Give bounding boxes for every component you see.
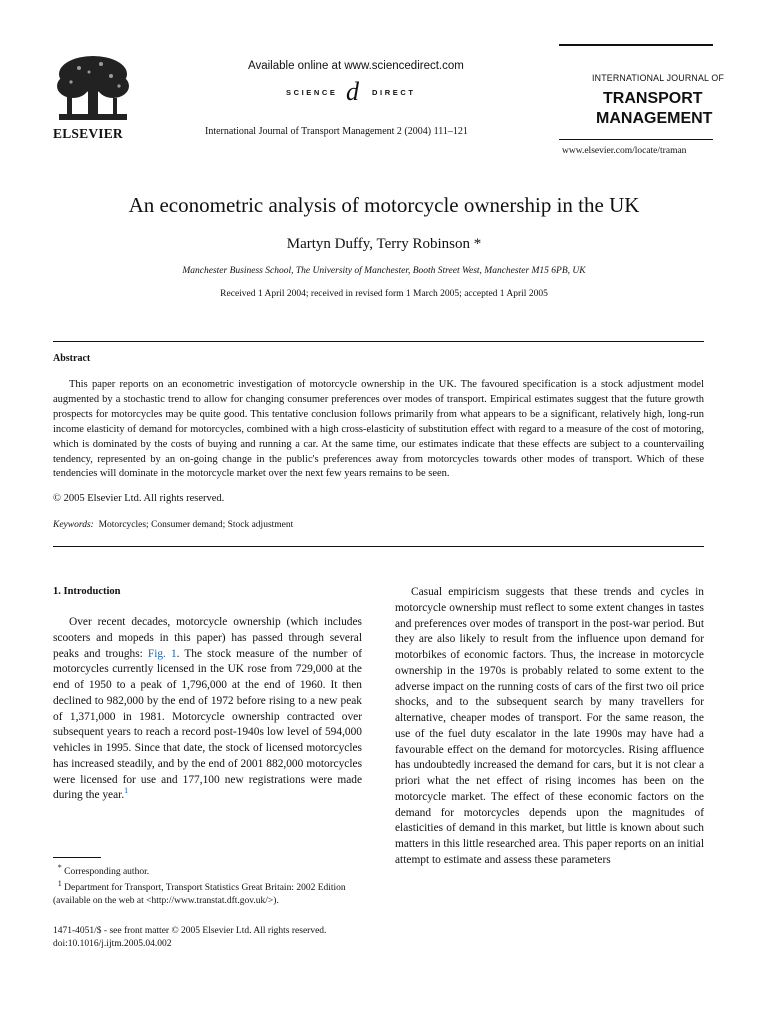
article-title: An econometric analysis of motorcycle ownership in the UK xyxy=(128,193,640,217)
keywords-label: Keywords: xyxy=(53,520,94,530)
journal-name-small: INTERNATIONAL JOURNAL OF xyxy=(592,73,725,83)
sd-left-text: SCIENCE xyxy=(286,88,338,97)
keywords xyxy=(53,520,293,530)
author-affiliation: Manchester Business School, The University of Manchester, Booth Street West, Manchester M15 6PB, UK xyxy=(182,266,586,276)
journal-name-line1: TRANSPORT xyxy=(603,90,703,107)
keywords-list: Motorcycles; Consumer demand; Stock adjustment xyxy=(98,520,294,530)
sd-at-icon: d xyxy=(346,77,359,106)
figure-1-link[interactable]: Fig. 1 xyxy=(147,647,177,660)
journal-top-rule xyxy=(559,44,713,46)
intro-text-b: . The stock measure of the number of motorcycles currently licensed in the UK rose from 729,000 at the end of 1950 to a peak of 1,796,000 at the end of 1960. It then declined to 982,000 by the end of 1972 before rising to a new peak of 1,371,000 in 1981. Motorcycle ownership contracted over subsequent years to reach a record post-1940s low level of 594,000 vehicles in 1995. Since that date, the stock of licensed motorcycles has increased steadily, and by the end of 2001 882,000 motorcycles were licensed for use and 177,100 new registrations were made during the year. xyxy=(53,647,363,802)
journal-bottom-rule xyxy=(559,139,713,140)
intro-text-a: Over recent decades, motorcycle ownership (which includes scooters and mopeds in this paper) has passed through several peaks and troughs: xyxy=(53,616,362,660)
front-matter xyxy=(53,925,326,951)
intro-paragraph-1 xyxy=(53,615,362,804)
footnote-star-mark: * xyxy=(57,862,62,872)
footnote-corresponding xyxy=(53,862,362,879)
footnote-1 xyxy=(53,878,362,908)
section-heading: 1. Introduction xyxy=(53,586,121,597)
front-matter-line: 1471-4051/$ - see front matter © 2005 Elsevier Ltd. All rights reserved. xyxy=(53,926,327,936)
publisher-name: ELSEVIER xyxy=(53,126,123,141)
journal-name-line2: MANAGEMENT xyxy=(596,110,713,127)
abstract-bottom-rule xyxy=(53,546,704,547)
abstract-top-rule xyxy=(53,341,704,342)
journal-citation: International Journal of Transport Management 2 (2004) 111–121 xyxy=(205,126,468,137)
footnote-1-text: Corresponding author. xyxy=(64,867,150,877)
footnote-rule xyxy=(53,857,101,858)
abstract-heading: Abstract xyxy=(53,353,91,364)
footnote-1-mark: 1 xyxy=(57,878,62,888)
doi-text: doi:10.1016/j.ijtm.2005.04.002 xyxy=(53,939,172,949)
intro-paragraph-2: Casual empiricism suggests that these trends and cycles in motorcycle ownership must reflect to some extent changes in tastes and preferences over modes of transport in the post-war period. But they are also likely to result from the influence upon demand for motorbikes of economic factors. Thus, the increase in motorcycle ownership in the 1970s is probably related to some extent to the adverse impact on the running costs of cars of the first two oil price shocks, and to the subsequent search by many travellers for alternative, cheaper modes of transport. For the same reason, the use of the fuel duty escalator in the late 1990s may have had a favourable effect on the demand for motorcycles. Rising affluence has undoubtedly increased the demand for cars, but it is not clear a priori what the net effect of rising incomes has been on the motorcycle market. The effect of these economic factors on the demand for motorcycles depends upon the magnitudes of elasticities of demand in this market, but little is known about such matters in this little researched area. This paper reports on an initial attempt to estimate and assess these parameters xyxy=(395,586,704,866)
footnote-2-text: Department for Transport, Transport Statistics Great Britain: 2002 Edition (available on the web at <http://www.transtat.dft.gov.uk/>). xyxy=(53,883,346,906)
available-online-link[interactable]: Available online at www.sciencedirect.com xyxy=(248,60,464,72)
journal-url-link[interactable]: www.elsevier.com/locate/traman xyxy=(562,146,687,156)
received-dates: Received 1 April 2004; received in revised form 1 March 2005; accepted 1 April 2005 xyxy=(220,289,548,299)
footnote-1-ref[interactable]: 1 xyxy=(124,786,129,796)
sd-right-text: DIRECT xyxy=(372,88,416,97)
abstract-text: This paper reports on an econometric investigation of motorcycle ownership in the UK. The favoured specification is a stock adjustment model augmented by a stochastic trend to allow for changing consumer preferences over modes of transport. Empirical estimates suggest that the future growth prospects for motorcycles may be quite good. This tentative conclusion follows primarily from what appears to be a significant, relatively high, long-run income elasticity of demand for motorcycles, combined with a high cross-elasticity of substitution effect with regard to a measure of the cost of motoring, which is dominated by the costs of buying and running a car. At the same time, our estimates indicate that these effects are subject to a countervailing tendency, represented by an on-going change in the public's preferences away from motorcycles towards other modes of transport. Which of these tendencies will dominate in the motorcycle market over the next few years remains to be seen. xyxy=(53,379,704,480)
sciencedirect-logo xyxy=(286,79,434,107)
abstract-copyright: © 2005 Elsevier Ltd. All rights reserved. xyxy=(53,493,225,504)
article-authors: Martyn Duffy, Terry Robinson * xyxy=(286,236,482,252)
